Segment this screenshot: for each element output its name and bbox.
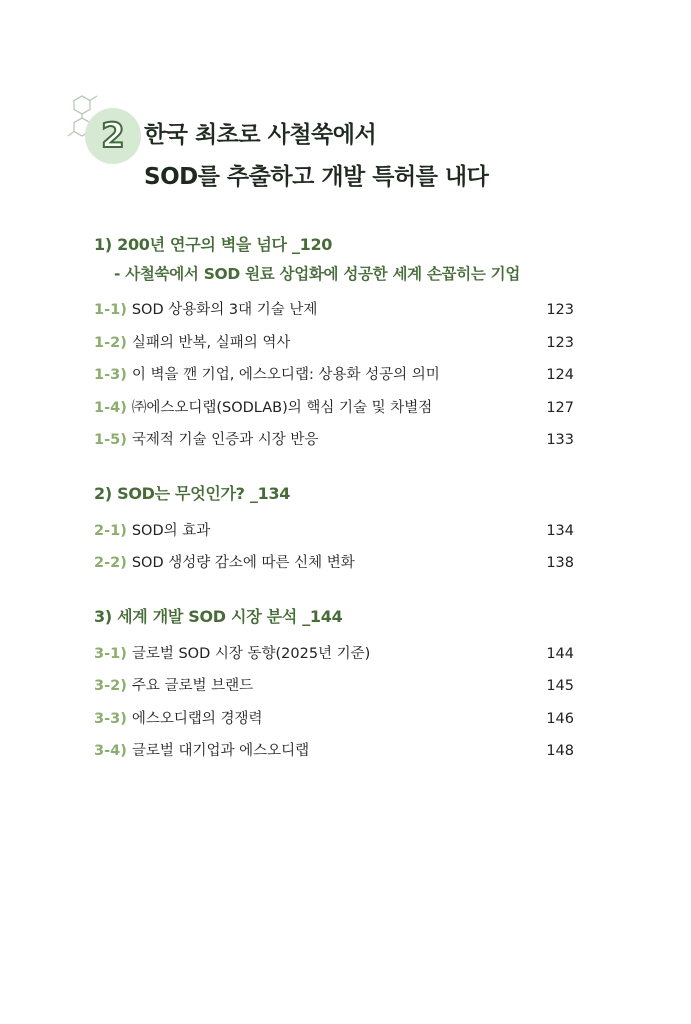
entry-title: ㈜에스오디랩(SODLAB)의 핵심 기술 및 차별점 (131, 399, 433, 416)
toc-entry[interactable] (94, 735, 574, 768)
entry-page: 144 (546, 645, 574, 662)
section-1 (94, 230, 574, 457)
entry-list (94, 294, 574, 457)
entry-title: 글로벌 SOD 시장 동향(2025년 기준) (131, 645, 371, 662)
entry-title: 이 벽을 깬 기업, 에스오디랩: 상용화 성공의 의미 (131, 367, 440, 383)
section-3 (94, 602, 574, 768)
section-heading[interactable]: 3) 세계 개발 SOD 시장 분석 _144 (94, 606, 343, 626)
entry-page: 145 (546, 678, 574, 694)
entry-code: 1-2) (94, 334, 127, 351)
entry-code: 1-3) (94, 367, 127, 383)
entry-page: 138 (546, 555, 574, 571)
toc-entry[interactable] (94, 515, 574, 548)
table-of-contents (94, 230, 574, 790)
chapter-title-line-2: SOD를 추출하고 개발 특허를 내다 (144, 164, 489, 190)
entry-code: 1-1) (94, 302, 127, 318)
entry-page: 146 (546, 710, 574, 727)
chapter-number: 2 (101, 116, 125, 156)
entry-page: 127 (546, 399, 574, 416)
chapter-title-line-1: 한국 최초로 사철쑥에서 (144, 122, 377, 148)
toc-entry[interactable] (94, 392, 574, 425)
entry-page: 133 (546, 432, 574, 448)
entry-title: 실패의 반복, 실패의 역사 (131, 334, 291, 351)
entry-code: 3-1) (94, 645, 127, 662)
entry-code: 3-4) (94, 743, 127, 759)
toc-entry[interactable] (94, 547, 574, 580)
entry-title: 에스오디랩의 경쟁력 (131, 710, 263, 727)
entry-page: 148 (546, 743, 574, 759)
entry-title: SOD 상용화의 3대 기술 난제 (131, 302, 318, 318)
entry-code: 1-4) (94, 399, 127, 416)
section-heading[interactable]: 2) SOD는 무엇인가? _134 (94, 483, 291, 503)
entry-title: SOD 생성량 감소에 따른 신체 변화 (131, 555, 355, 571)
toc-entry[interactable] (94, 670, 574, 703)
entry-code: 1-5) (94, 432, 127, 448)
section-subheading: - 사철쑥에서 SOD 원료 상업화에 성공한 세계 손꼽히는 기업 (114, 265, 521, 283)
chapter-header (66, 92, 626, 212)
section-2 (94, 479, 574, 580)
entry-page: 123 (546, 302, 574, 318)
toc-entry[interactable] (94, 327, 574, 360)
entry-page: 134 (546, 522, 574, 539)
entry-code: 3-3) (94, 710, 127, 727)
entry-list (94, 638, 574, 768)
toc-entry[interactable] (94, 703, 574, 736)
entry-title: 주요 글로벌 브랜드 (131, 678, 254, 694)
entry-page: 124 (546, 367, 574, 383)
entry-code: 3-2) (94, 678, 127, 694)
chapter-title (144, 114, 624, 198)
entry-title: 글로벌 대기업과 에스오디랩 (131, 743, 310, 759)
toc-entry[interactable] (94, 294, 574, 327)
entry-code: 2-1) (94, 522, 127, 539)
entry-title: SOD의 효과 (131, 522, 211, 539)
toc-entry[interactable] (94, 359, 574, 392)
entry-list (94, 515, 574, 580)
entry-page: 123 (546, 334, 574, 351)
toc-entry[interactable] (94, 424, 574, 457)
entry-title: 국제적 기술 인증과 시장 반응 (131, 432, 319, 448)
section-heading[interactable]: 1) 200년 연구의 벽을 넘다 _120 (94, 235, 333, 254)
toc-entry[interactable] (94, 638, 574, 671)
entry-code: 2-2) (94, 555, 127, 571)
